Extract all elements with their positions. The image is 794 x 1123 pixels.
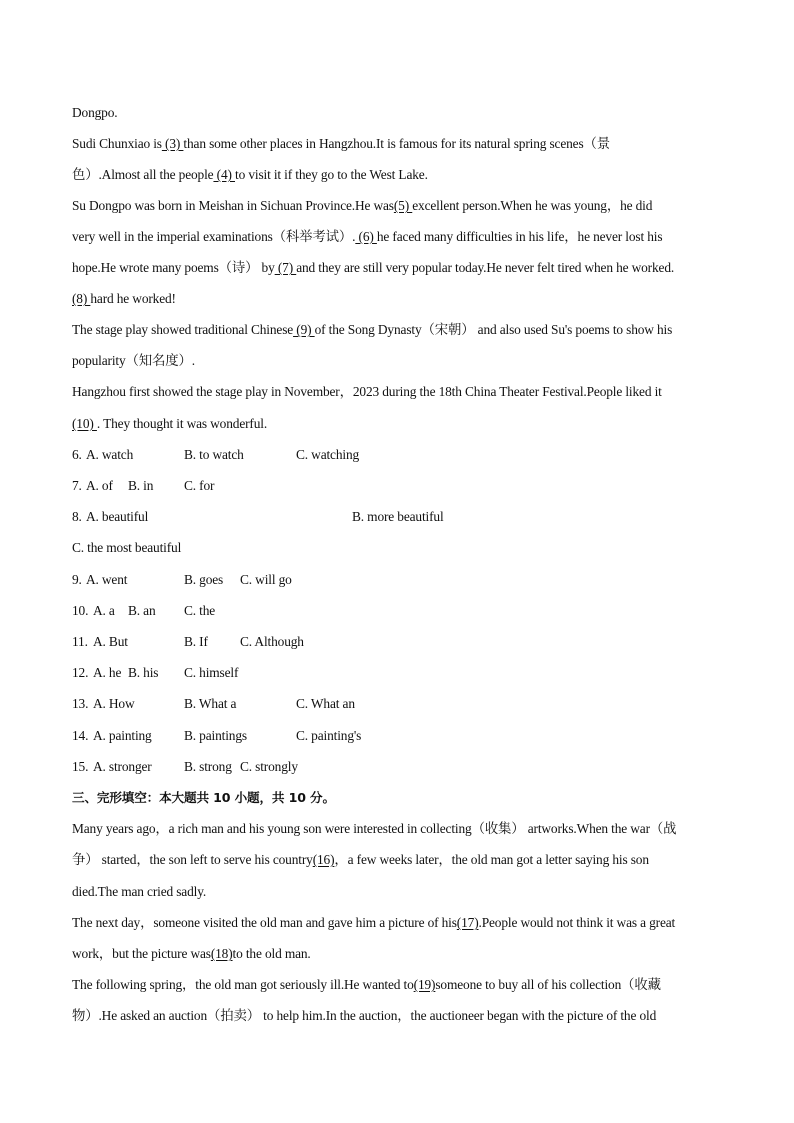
option-c: C. will go xyxy=(240,572,292,587)
passage-line-2 xyxy=(72,134,610,154)
passage-line-9 xyxy=(72,351,195,371)
passage-text: work，but the picture was xyxy=(72,946,211,961)
option-b: B. If xyxy=(184,634,208,649)
question-number: 6. xyxy=(72,447,82,462)
passage-line-4 xyxy=(72,196,652,216)
passage-line-8 xyxy=(72,320,672,340)
question-9 xyxy=(72,570,792,590)
question-number: 15. xyxy=(72,759,89,774)
passage-line-3 xyxy=(72,165,428,185)
question-number: 14. xyxy=(72,728,89,743)
question-number: 9. xyxy=(72,572,82,587)
question-number: 10. xyxy=(72,603,89,618)
question-number: 7. xyxy=(72,478,82,493)
section-heading-text: 三、完形填空：本大题共 10 小题，共 10 分。 xyxy=(72,790,335,805)
option-c: C. for xyxy=(184,478,215,493)
option-a: A. painting xyxy=(93,728,152,743)
option-b: B. What a xyxy=(184,696,237,711)
option-a: A. stronger xyxy=(93,759,152,774)
option-b: B. to watch xyxy=(184,447,244,462)
option-a: A. went xyxy=(86,572,128,587)
blank-17: (17) xyxy=(456,915,479,930)
section-heading xyxy=(72,788,335,808)
option-b: B. strong xyxy=(184,759,232,774)
passage-text: of the Song Dynasty（宋朝） and also used Su's poems to show his xyxy=(314,322,673,337)
option-b: B. more beautiful xyxy=(352,509,444,524)
passage-text: 物）.He asked an auction（拍卖） to help him.In the auction，the auctioneer began with the picture of the old xyxy=(72,1008,657,1023)
passage-line-6 xyxy=(72,258,674,278)
option-c: C. himself xyxy=(184,665,239,680)
question-number: 13. xyxy=(72,696,89,711)
cloze-line-1 xyxy=(72,819,676,839)
passage-line-7 xyxy=(72,289,176,309)
question-number: 8. xyxy=(72,509,82,524)
passage-text: popularity（知名度）. xyxy=(72,353,195,368)
option-b: B. paintings xyxy=(184,728,247,743)
passage-text: to visit it if they go to the West Lake. xyxy=(235,167,428,182)
question-14 xyxy=(72,726,792,746)
question-13 xyxy=(72,694,792,714)
passage-text: The stage play showed traditional Chinese xyxy=(72,322,294,337)
question-15 xyxy=(72,757,792,777)
question-6 xyxy=(72,445,792,465)
option-a: A. But xyxy=(93,634,128,649)
question-number: 11. xyxy=(72,634,88,649)
blank-6: (6) xyxy=(355,229,377,244)
option-b: B. in xyxy=(128,478,154,493)
passage-line-11 xyxy=(72,414,267,434)
passage-text: Dongpo. xyxy=(72,105,118,120)
option-a: A. beautiful xyxy=(86,509,149,524)
passage-text: .People would not think it was a great xyxy=(478,915,676,930)
passage-text: Sudi Chunxiao is xyxy=(72,136,162,151)
blank-9: (9) xyxy=(293,322,315,337)
cloze-line-2 xyxy=(72,850,649,870)
passage-text: and they are still very popular today.He never felt tired when he worked. xyxy=(296,260,675,275)
question-8-option-c xyxy=(72,538,181,558)
passage-text: The next day，someone visited the old man and gave him a picture of his xyxy=(72,915,457,930)
passage-line-5 xyxy=(72,227,662,247)
cloze-line-3 xyxy=(72,882,206,902)
passage-text: died.The man cried sadly. xyxy=(72,884,207,899)
passage-text: hope.He wrote many poems（诗） by xyxy=(72,260,275,275)
option-a: A. How xyxy=(93,696,135,711)
blank-5: (5) xyxy=(393,198,413,213)
passage-text: excellent person.When he was young，he did xyxy=(412,198,653,213)
cloze-line-7 xyxy=(72,1006,656,1026)
question-11 xyxy=(72,632,792,652)
blank-19: (19) xyxy=(413,977,436,992)
option-a: A. a xyxy=(93,603,115,618)
blank-18: (18) xyxy=(210,946,233,961)
option-c: C. Although xyxy=(240,634,304,649)
passage-text: he faced many difficulties in his life，he never lost his xyxy=(376,229,663,244)
passage-text: 色）.Almost all the people xyxy=(72,167,214,182)
option-b: B. his xyxy=(128,665,159,680)
passage-text: Hangzhou first showed the stage play in November，2023 during the 18th China Theater Festival.People liked it xyxy=(72,384,662,399)
blank-8: (8) xyxy=(72,291,91,306)
option-c: C. watching xyxy=(296,447,360,462)
option-a: A. of xyxy=(86,478,113,493)
blank-3: (3) xyxy=(161,136,184,151)
option-b: B. goes xyxy=(184,572,224,587)
passage-text: Su Dongpo was born in Meishan in Sichuan Province.He was xyxy=(72,198,394,213)
option-b: B. an xyxy=(128,603,156,618)
passage-text: ，a few weeks later，the old man got a letter saying his son xyxy=(334,852,649,867)
option-c: C. painting's xyxy=(296,728,362,743)
option-c: C. What an xyxy=(296,696,355,711)
blank-4: (4) xyxy=(213,167,236,182)
option-c: C. the most beautiful xyxy=(72,540,182,555)
option-a: A. watch xyxy=(86,447,134,462)
question-12 xyxy=(72,663,792,683)
cloze-line-4 xyxy=(72,913,675,933)
passage-line-1 xyxy=(72,103,117,123)
question-10 xyxy=(72,601,792,621)
question-8 xyxy=(72,507,792,527)
question-7 xyxy=(72,476,792,496)
blank-10: (10) xyxy=(72,416,97,431)
passage-text: to the old man. xyxy=(232,946,311,961)
passage-text: very well in the imperial examinations（科举考试）. xyxy=(72,229,356,244)
question-number: 12. xyxy=(72,665,89,680)
cloze-line-6 xyxy=(72,975,661,995)
passage-text: than some other places in Hangzhou.It is famous for its natural spring scenes（景 xyxy=(183,136,611,151)
blank-7: (7) xyxy=(274,260,297,275)
passage-text: . They thought it was wonderful. xyxy=(96,416,268,431)
passage-text: someone to buy all of his collection（收藏 xyxy=(435,977,661,992)
passage-text: hard he worked! xyxy=(90,291,176,306)
cloze-line-5 xyxy=(72,944,311,964)
option-a: A. he xyxy=(93,665,122,680)
option-c: C. the xyxy=(184,603,216,618)
passage-text: Many years ago，a rich man and his young son were interested in collecting（收集） artworks.When the war（战 xyxy=(72,821,677,836)
passage-text: The following spring，the old man got seriously ill.He wanted to xyxy=(72,977,414,992)
option-c: C. strongly xyxy=(240,759,298,774)
blank-16: (16) xyxy=(312,852,335,867)
passage-line-10 xyxy=(72,382,662,402)
passage-text: 争） started，the son left to serve his country xyxy=(72,852,313,867)
